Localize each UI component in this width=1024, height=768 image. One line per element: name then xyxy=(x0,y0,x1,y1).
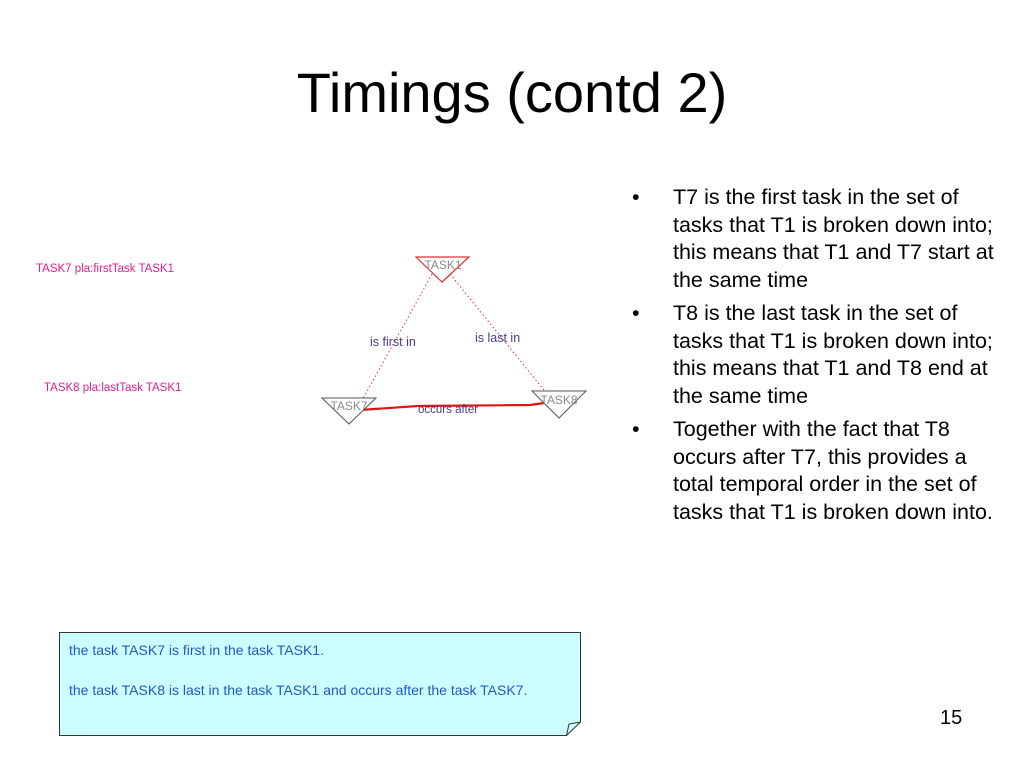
bullet-text: T8 is the last task in the set of tasks that T1 is broken down into; this means that T1 and T8 end at the same time xyxy=(673,301,993,408)
node-task8[interactable] xyxy=(532,391,586,418)
note-box xyxy=(59,632,581,736)
edge-label-occurs-after: occurs after xyxy=(418,404,479,416)
note-text xyxy=(69,640,574,720)
node-task1[interactable] xyxy=(416,257,469,282)
bullet-item xyxy=(626,184,996,294)
bullet-item xyxy=(626,416,996,526)
note-line-2: the task TASK8 is last in the task TASK1 and occurs after the task TASK7. xyxy=(69,682,528,698)
edge-label-is-last-in: is last in xyxy=(475,331,521,345)
triple-first-task: TASK7 pla:firstTask TASK1 xyxy=(36,263,175,275)
triple-last-task: TASK8 pla:lastTask TASK1 xyxy=(44,382,182,394)
node-task7-label: TASK7 xyxy=(330,399,368,413)
node-task1-label: TASK1 xyxy=(424,258,462,272)
node-task8-label: TASK8 xyxy=(540,393,578,407)
slide-title: Timings (contd 2) xyxy=(296,61,728,124)
bullet-glyph: • xyxy=(632,417,640,441)
bullet-list xyxy=(626,184,996,532)
page-number: 15 xyxy=(940,707,963,729)
edge-label-is-first-in: is first in xyxy=(370,335,416,349)
bullet-item xyxy=(626,300,996,410)
bullet-text: Together with the fact that T8 occurs after T7, this provides a total temporal order in the set of tasks that T1 is broken down into. xyxy=(673,417,993,524)
bullet-text: T7 is the first task in the set of tasks that T1 is broken down into; this means that T1 and T7 start at the same time xyxy=(673,185,994,292)
bullet-glyph: • xyxy=(632,301,640,325)
note-line-1: the task TASK7 is first in the task TASK1. xyxy=(69,642,324,658)
node-task7[interactable] xyxy=(322,398,376,424)
bullet-glyph: • xyxy=(632,185,640,209)
